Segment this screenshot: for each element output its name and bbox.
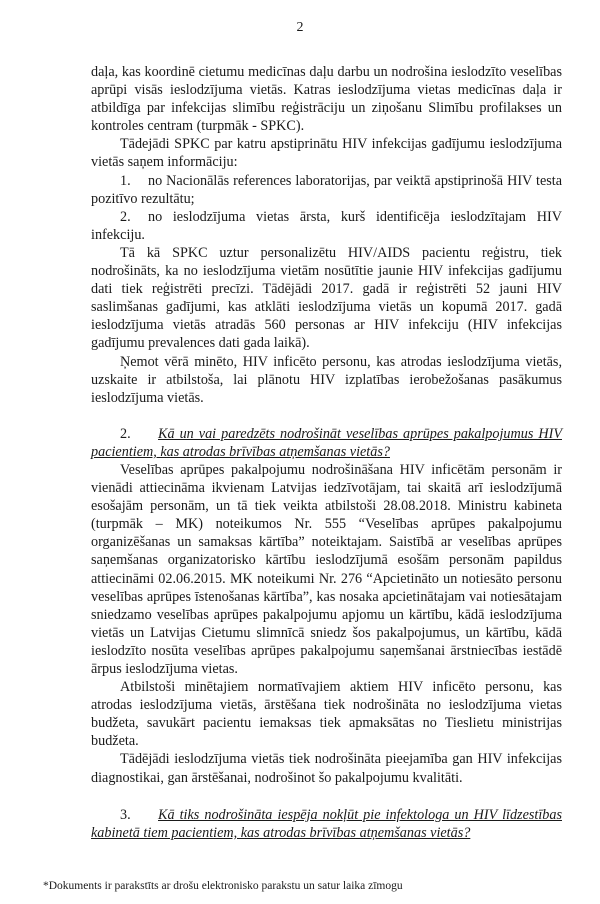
question-number: 2. xyxy=(120,425,131,442)
list-item-text: no Nacionālās references laboratorijas, par veiktā apstiprinošā HIV testa pozitīvo rezultātu; xyxy=(91,172,562,207)
page-number: 2 xyxy=(296,20,304,35)
paragraph: Tā kā SPKC uztur personalizētu HIV/AIDS pacientu reģistru, tiek nodrošināts, ka no ieslodzījuma vietām nosūtītie jaunie HIV infekcijas gadījumu dati tiek reģistrēti precīzi. Tādējādi 2017. gadā ir reģistrēti 52 jauni HIV saslimšanas gadījumi, kas atklāti ieslodzījuma vietās un kopumā 2017. gadā ieslodzījuma vietās atradās 560 personas ar HIV infekciju (HIV infekcijas gadījumu prevalences dati gada laikā). xyxy=(91,244,562,352)
question-heading xyxy=(91,425,562,461)
paragraph: Veselības aprūpes pakalpojumu nodrošināšana HIV inficētām personām ir vienādi attiecināma ikvienam Latvijas iedzīvotājam, tai skaitā arī ieslodzījumā esošajām personām, un tā tiek veikta atbilstoši 28.08.2018. Ministru kabineta (turpmāk – MK) noteikumos Nr. 555 “Veselības aprūpes pakalpojumu organizēšanas un samaksas kārtība” noteiktajam. Saistībā ar veselības aprūpes saņemšanas organizatorisko kārtību ieslodzījumā esošām personām papildus attiecināmi 02.06.2015. MK noteikumi Nr. 276 “Apcietināto un notiesāto personu veselības aprūpes īstenošanas kārtība”, kas nosaka apcietinātajam vai notiesātajam sniedzamo veselības aprūpes pakalpojumu apjomu un kārtību, kādā ieslodzījuma vietās un Latvijas Cietumu slimnīcā sniedz šos pakalpojumus, un kārtību, kādā ieslodzīto nosūta veselības aprūpes pakalpojumu saņemšanai ārstniecības iestādē ārpus ieslodzījuma vietas. xyxy=(91,461,562,677)
question-text: Kā tiks nodrošināta iespēja nokļūt pie infektologa un HIV līdzestības kabinetā tiem pacientiem, kas atrodas brīvības atņemšanas vietās? xyxy=(91,806,562,841)
question-number: 3. xyxy=(120,806,131,823)
question-heading xyxy=(91,806,562,842)
paragraph: Atbilstoši minētajiem normatīvajiem aktiem HIV inficēto personu, kas atrodas ieslodzījuma vietās, ārstēšana tiek nodrošināta no ieslodzījuma vietas budžeta, savukārt pacientu iemaksas tiek apmaksātas no Tieslietu ministrijas budžeta. xyxy=(91,679,562,750)
signature-footnote: *Dokuments ir parakstīts ar drošu elektronisko parakstu un satur laika zīmogu xyxy=(43,880,403,892)
paragraph: Tādejādi SPKC par katru apstiprinātu HIV infekcijas gadījumu ieslodzījuma vietās saņem informāciju: xyxy=(91,136,562,171)
paragraph: Ņemot vērā minēto, HIV inficēto personu, kas atrodas ieslodzījuma vietās, uzskaite ir atbilstoša, lai plānotu HIV izplatības ierobežošanas pasākumus ieslodzījuma vietās. xyxy=(91,353,562,406)
list-item-number: 2. xyxy=(120,208,131,225)
question-text: Kā un vai paredzēts nodrošināt veselības aprūpes pakalpojumus HIV pacientiem, kas atrodas brīvības atņemšanas vietās? xyxy=(91,425,562,460)
list-item xyxy=(91,208,562,244)
list-item-text: no ieslodzījuma vietas ārsta, kurš identificēja ieslodzītajam HIV infekciju. xyxy=(91,208,562,243)
document-body xyxy=(91,63,562,842)
list-item-number: 1. xyxy=(120,172,131,189)
list-item xyxy=(91,172,562,208)
paragraph: Tādējādi ieslodzījuma vietās tiek nodrošināta pieejamība gan HIV infekcijas diagnostikai, gan ārstēšanai, nodrošinot šo pakalpojumu kvalitāti. xyxy=(91,751,562,786)
paragraph: daļa, kas koordinē cietumu medicīnas daļu darbu un nodrošina ieslodzīto veselības aprūpi visās ieslodzījuma vietās. Katras ieslodzījuma vietas medicīnas daļa ir atbildīga par infekcijas slimību reģistrāciju un ziņošanu Slimību profilakses un kontroles centram (turpmāk - SPKC). xyxy=(91,64,562,135)
